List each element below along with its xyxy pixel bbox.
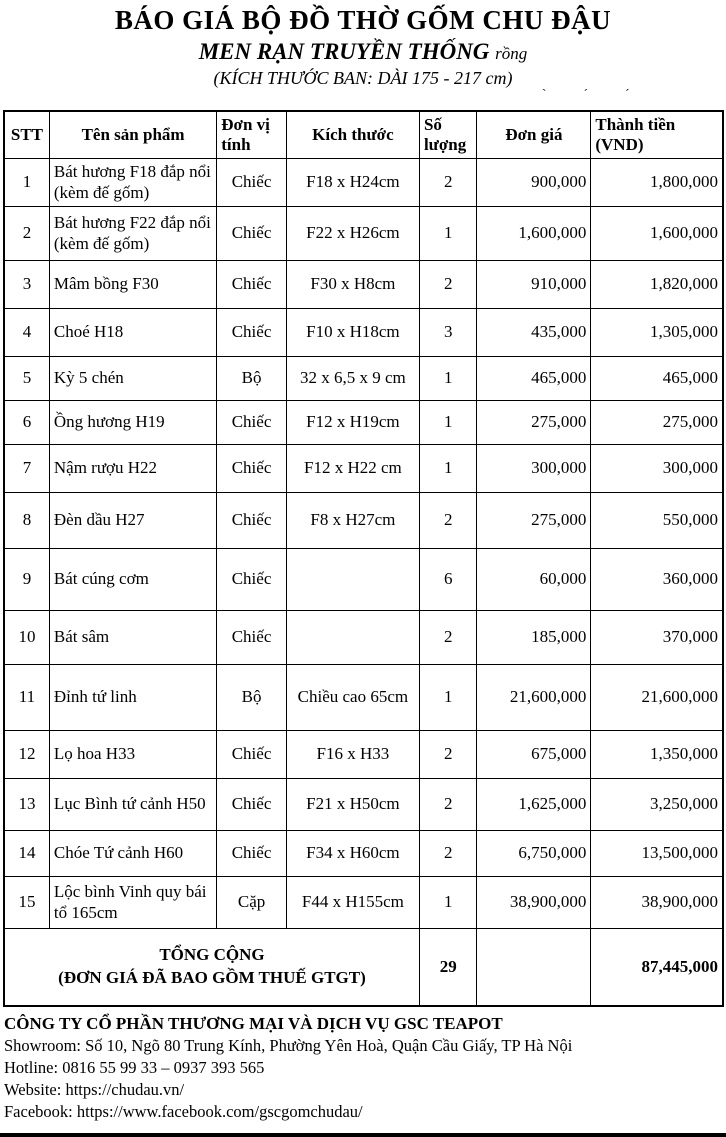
row-total: 38,900,000 (591, 876, 723, 928)
size-note: (KÍCH THƯỚC BAN: DÀI 175 - 217 cm) (213, 68, 513, 89)
table-row (4, 356, 723, 400)
row-product-name: Chóe Tứ cảnh H60 (49, 830, 216, 876)
total-unit-price-empty (477, 928, 591, 1006)
column-header-product: Tên sản phẩm (49, 111, 216, 159)
row-quantity: 1 (419, 356, 476, 400)
row-total: 1,800,000 (591, 159, 723, 207)
table-row (4, 876, 723, 928)
row-total: 1,350,000 (591, 730, 723, 778)
row-product-name: Mâm bồng F30 (49, 260, 216, 308)
table-row (4, 159, 723, 207)
row-total: 275,000 (591, 400, 723, 444)
row-product-name: Đèn dầu H27 (49, 492, 216, 548)
table-row (4, 730, 723, 778)
column-header-unit: Đơn vị tính (217, 111, 287, 159)
row-quantity: 6 (419, 548, 476, 610)
company-name: CÔNG TY CỔ PHẦN THƯƠNG MẠI VÀ DỊCH VỤ GSC TEAPOT (4, 1013, 503, 1033)
company-website: Website: https://chudau.vn/ (4, 1079, 185, 1099)
table-row (4, 400, 723, 444)
row-total: 370,000 (591, 610, 723, 664)
row-unit: Chiếc (217, 730, 287, 778)
row-unit: Chiếc (217, 400, 287, 444)
row-stt: 5 (4, 356, 49, 400)
row-unit-price: 185,000 (477, 610, 591, 664)
row-quantity: 1 (419, 400, 476, 444)
row-quantity: 2 (419, 778, 476, 830)
row-quantity: 1 (419, 206, 476, 260)
row-size (286, 610, 419, 664)
row-size (286, 548, 419, 610)
row-unit-price: 300,000 (477, 444, 591, 492)
row-unit: Bộ (217, 356, 287, 400)
row-unit-price: 275,000 (477, 492, 591, 548)
row-unit: Chiếc (217, 492, 287, 548)
page-title: BÁO GIÁ BỘ ĐỒ THỜ GỐM CHU ĐẬU (114, 5, 612, 35)
row-product-name: Choé H18 (49, 308, 216, 356)
company-facebook: Facebook: https://www.facebook.com/gscgomchudau/ (4, 1101, 363, 1121)
table-row (4, 778, 723, 830)
row-total: 21,600,000 (591, 664, 723, 730)
row-product-name: Lục Bình tứ cảnh H50 (49, 778, 216, 830)
row-product-name: Bát hương F22 đắp nổi (kèm đế gốm) (49, 206, 216, 260)
row-product-name: Đỉnh tứ linh (49, 664, 216, 730)
company-hotline: Hotline: 0816 55 99 33 – 0937 393 565 (4, 1058, 265, 1078)
row-product-name: Ồng hương H19 (49, 400, 216, 444)
column-header-unit-price: Đơn giá (477, 111, 591, 159)
row-stt: 8 (4, 492, 49, 548)
row-stt: 11 (4, 664, 49, 730)
total-quantity: 29 (419, 928, 476, 1006)
subtitle-main: MEN RẠN TRUYỀN THỐNG (198, 39, 490, 64)
row-stt: 4 (4, 308, 49, 356)
row-unit: Chiếc (217, 548, 287, 610)
row-stt: 12 (4, 730, 49, 778)
row-stt: 1 (4, 159, 49, 207)
row-size: 32 x 6,5 x 9 cm (286, 356, 419, 400)
column-header-quantity: Số lượng (419, 111, 476, 159)
row-size: F34 x H60cm (286, 830, 419, 876)
row-stt: 2 (4, 206, 49, 260)
row-stt: 3 (4, 260, 49, 308)
table-header (4, 111, 723, 159)
row-quantity: 2 (419, 260, 476, 308)
row-total: 1,820,000 (591, 260, 723, 308)
row-size: F21 x H50cm (286, 778, 419, 830)
row-unit: Chiếc (217, 444, 287, 492)
row-product-name: Kỳ 5 chén (49, 356, 216, 400)
table-row (4, 664, 723, 730)
row-stt: 13 (4, 778, 49, 830)
row-product-name: Bát cúng cơm (49, 548, 216, 610)
total-label (4, 928, 419, 1006)
total-label-line1: TỔNG CỘNG (159, 944, 265, 964)
row-stt: 10 (4, 610, 49, 664)
clipped-text-artifact: ˋ ˊ ˊ (542, 86, 647, 101)
table-row (4, 830, 723, 876)
row-size: Chiều cao 65cm (286, 664, 419, 730)
row-stt: 6 (4, 400, 49, 444)
row-unit: Bộ (217, 664, 287, 730)
row-unit-price: 435,000 (477, 308, 591, 356)
row-total: 300,000 (591, 444, 723, 492)
table-header-row (4, 111, 723, 159)
row-unit-price: 60,000 (477, 548, 591, 610)
row-total: 360,000 (591, 548, 723, 610)
row-quantity: 1 (419, 664, 476, 730)
row-stt: 7 (4, 444, 49, 492)
row-size: F12 x H19cm (286, 400, 419, 444)
row-unit-price: 675,000 (477, 730, 591, 778)
row-product-name: Bát sâm (49, 610, 216, 664)
row-size: F44 x H155cm (286, 876, 419, 928)
row-unit-price: 38,900,000 (477, 876, 591, 928)
row-product-name: Bát hương F18 đắp nổi (kèm đế gốm) (49, 159, 216, 207)
row-total: 1,305,000 (591, 308, 723, 356)
table-row (4, 610, 723, 664)
row-stt: 9 (4, 548, 49, 610)
table-row (4, 444, 723, 492)
subtitle-suffix: rồng (495, 44, 528, 63)
row-quantity: 2 (419, 159, 476, 207)
row-size: F30 x H8cm (286, 260, 419, 308)
row-stt: 14 (4, 830, 49, 876)
row-unit: Chiếc (217, 778, 287, 830)
table-body (4, 159, 723, 929)
total-row (4, 928, 723, 1006)
row-unit: Chiếc (217, 260, 287, 308)
company-showroom: Showroom: Số 10, Ngõ 80 Trung Kính, Phường Yên Hoà, Quận Cầu Giấy, TP Hà Nội (4, 1036, 573, 1056)
row-quantity: 1 (419, 876, 476, 928)
row-size: F18 x H24cm (286, 159, 419, 207)
row-total: 465,000 (591, 356, 723, 400)
row-total: 13,500,000 (591, 830, 723, 876)
price-table (3, 110, 724, 1007)
row-total: 1,600,000 (591, 206, 723, 260)
column-header-size: Kích thước (286, 111, 419, 159)
row-unit: Chiếc (217, 159, 287, 207)
table-row (4, 492, 723, 548)
row-unit-price: 1,625,000 (477, 778, 591, 830)
row-quantity: 2 (419, 730, 476, 778)
row-stt: 15 (4, 876, 49, 928)
row-unit-price: 910,000 (477, 260, 591, 308)
row-size: F8 x H27cm (286, 492, 419, 548)
column-header-total: Thành tiền (VND) (591, 111, 723, 159)
row-quantity: 2 (419, 610, 476, 664)
total-label-line2: (ĐƠN GIÁ ĐÃ BAO GỒM THUẾ GTGT) (58, 967, 366, 987)
row-unit-price: 1,600,000 (477, 206, 591, 260)
row-unit: Chiếc (217, 308, 287, 356)
row-unit: Chiếc (217, 830, 287, 876)
table-row (4, 308, 723, 356)
row-total: 3,250,000 (591, 778, 723, 830)
row-quantity: 1 (419, 444, 476, 492)
row-quantity: 2 (419, 492, 476, 548)
company-info (0, 1007, 726, 1137)
row-size: F12 x H22 cm (286, 444, 419, 492)
row-product-name: Lộc bình Vinh quy bái tổ 165cm (49, 876, 216, 928)
row-unit: Chiếc (217, 206, 287, 260)
total-amount: 87,445,000 (591, 928, 723, 1006)
row-unit-price: 465,000 (477, 356, 591, 400)
row-size: F22 x H26cm (286, 206, 419, 260)
row-size: F16 x H33 (286, 730, 419, 778)
table-row (4, 548, 723, 610)
row-product-name: Nậm rượu H22 (49, 444, 216, 492)
row-total: 550,000 (591, 492, 723, 548)
row-unit: Chiếc (217, 610, 287, 664)
row-quantity: 3 (419, 308, 476, 356)
table-row (4, 206, 723, 260)
row-unit: Cặp (217, 876, 287, 928)
table-row (4, 260, 723, 308)
row-quantity: 2 (419, 830, 476, 876)
column-header-stt: STT (4, 111, 49, 159)
table-footer (4, 928, 723, 1006)
row-unit-price: 900,000 (477, 159, 591, 207)
row-size: F10 x H18cm (286, 308, 419, 356)
row-unit-price: 21,600,000 (477, 664, 591, 730)
document-subtitle (0, 39, 726, 64)
document-header (0, 0, 726, 110)
row-unit-price: 6,750,000 (477, 830, 591, 876)
row-unit-price: 275,000 (477, 400, 591, 444)
row-product-name: Lọ hoa H33 (49, 730, 216, 778)
